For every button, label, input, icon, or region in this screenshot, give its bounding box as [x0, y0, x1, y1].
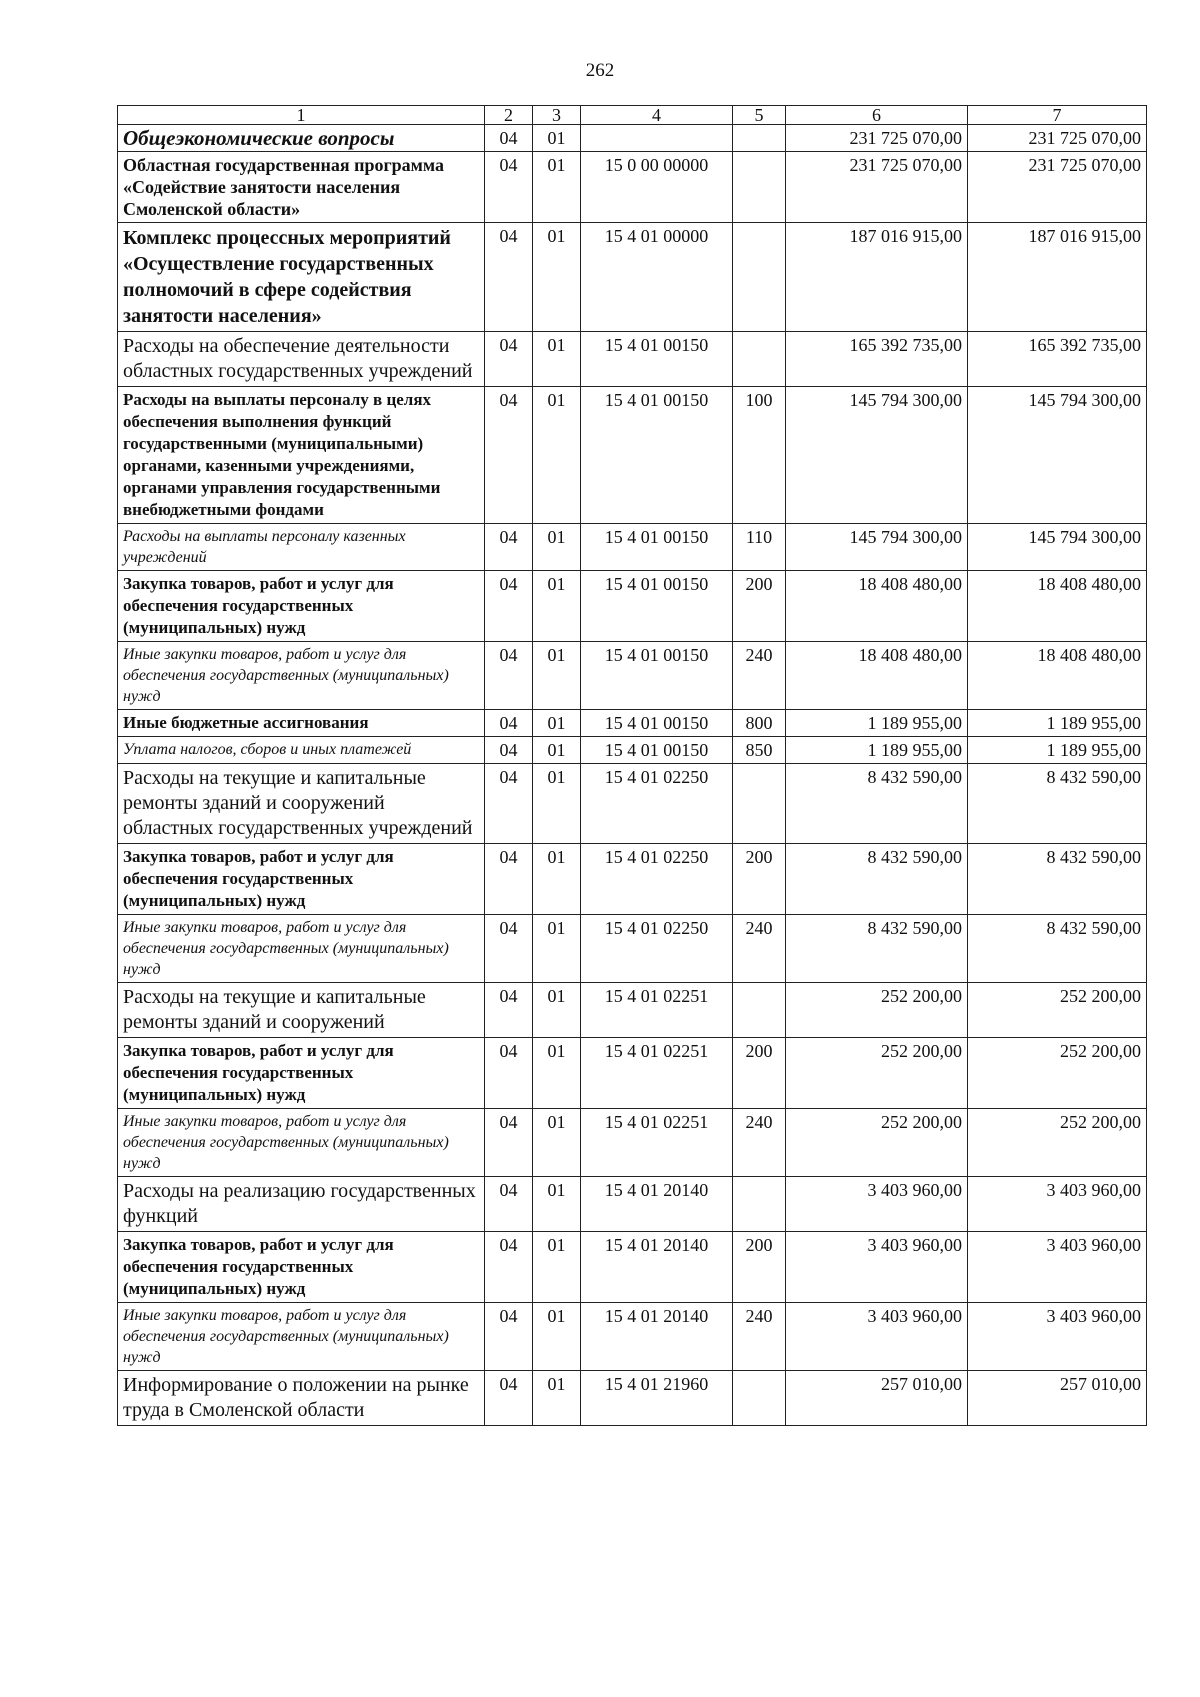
table-row [118, 737, 1147, 764]
amount-year2-cell: 252 200,00 [968, 1109, 1147, 1177]
amount-year2-cell: 3 403 960,00 [968, 1177, 1147, 1232]
target-article-cell: 15 4 01 02251 [581, 983, 733, 1038]
amount-year1-cell: 165 392 735,00 [786, 332, 968, 387]
table-row [118, 223, 1147, 332]
section-code-cell: 04 [485, 737, 533, 764]
row-name-cell: Закупка товаров, работ и услуг для обеспечения государственных (муниципальных) нужд [118, 1038, 485, 1109]
expense-type-cell [733, 332, 786, 387]
table-row [118, 915, 1147, 983]
table-row [118, 152, 1147, 223]
section-code-cell: 04 [485, 387, 533, 524]
expense-type-cell: 240 [733, 1109, 786, 1177]
row-name-cell: Областная государственная программа «Содействие занятости населения Смоленской области» [118, 152, 485, 223]
target-article-cell: 15 4 01 02250 [581, 764, 733, 844]
subsection-code-cell: 01 [533, 571, 581, 642]
target-article-cell: 15 0 00 00000 [581, 152, 733, 223]
section-code-cell: 04 [485, 1038, 533, 1109]
row-name-cell: Расходы на выплаты персоналу в целях обеспечения выполнения функций государственными (муниципальными) органами, казенными учреждениями, органами управления государственными внебюджетными фондами [118, 387, 485, 524]
amount-year1-cell: 187 016 915,00 [786, 223, 968, 332]
target-article-cell: 15 4 01 02251 [581, 1109, 733, 1177]
subsection-code-cell: 01 [533, 1177, 581, 1232]
row-name-cell: Расходы на обеспечение деятельности областных государственных учреждений [118, 332, 485, 387]
subsection-code-cell: 01 [533, 223, 581, 332]
table-row [118, 1232, 1147, 1303]
section-code-cell: 04 [485, 1303, 533, 1371]
target-article-cell: 15 4 01 02250 [581, 915, 733, 983]
row-name-cell: Иные закупки товаров, работ и услуг для обеспечения государственных (муниципальных) нужд [118, 915, 485, 983]
expense-type-cell: 800 [733, 710, 786, 737]
amount-year2-cell: 8 432 590,00 [968, 844, 1147, 915]
target-article-cell: 15 4 01 20140 [581, 1303, 733, 1371]
subsection-code-cell: 01 [533, 524, 581, 571]
amount-year1-cell: 231 725 070,00 [786, 125, 968, 152]
subsection-code-cell: 01 [533, 1109, 581, 1177]
expense-type-cell: 200 [733, 844, 786, 915]
subsection-code-cell: 01 [533, 737, 581, 764]
amount-year1-cell: 1 189 955,00 [786, 710, 968, 737]
row-name-cell: Уплата налогов, сборов и иных платежей [118, 737, 485, 764]
subsection-code-cell: 01 [533, 844, 581, 915]
amount-year2-cell: 231 725 070,00 [968, 125, 1147, 152]
amount-year2-cell: 18 408 480,00 [968, 642, 1147, 710]
target-article-cell: 15 4 01 00150 [581, 737, 733, 764]
expense-type-cell: 200 [733, 571, 786, 642]
amount-year1-cell: 145 794 300,00 [786, 524, 968, 571]
section-code-cell: 04 [485, 524, 533, 571]
page-number: 262 [585, 60, 615, 81]
section-code-cell: 04 [485, 983, 533, 1038]
target-article-cell: 15 4 01 00150 [581, 571, 733, 642]
table-row [118, 983, 1147, 1038]
section-code-cell: 04 [485, 764, 533, 844]
table-body [118, 125, 1147, 1426]
target-article-cell: 15 4 01 00150 [581, 642, 733, 710]
expense-type-cell: 200 [733, 1038, 786, 1109]
row-name-cell: Иные закупки товаров, работ и услуг для обеспечения государственных (муниципальных) нужд [118, 1303, 485, 1371]
row-name-cell: Информирование о положении на рынке труда в Смоленской области [118, 1371, 485, 1426]
expense-type-cell [733, 152, 786, 223]
section-code-cell: 04 [485, 1109, 533, 1177]
target-article-cell: 15 4 01 02251 [581, 1038, 733, 1109]
column-number-row [118, 106, 1147, 125]
row-name-cell: Расходы на текущие и капитальные ремонты зданий и сооружений [118, 983, 485, 1038]
expense-type-cell [733, 223, 786, 332]
column-header-1: 1 [118, 106, 485, 125]
section-code-cell: 04 [485, 710, 533, 737]
table-row [118, 524, 1147, 571]
expense-type-cell [733, 1177, 786, 1232]
expense-type-cell: 850 [733, 737, 786, 764]
subsection-code-cell: 01 [533, 1038, 581, 1109]
subsection-code-cell: 01 [533, 710, 581, 737]
row-name-cell: Расходы на выплаты персоналу казенных учреждений [118, 524, 485, 571]
table-row [118, 1303, 1147, 1371]
section-code-cell: 04 [485, 915, 533, 983]
expense-type-cell [733, 764, 786, 844]
amount-year1-cell: 252 200,00 [786, 1109, 968, 1177]
amount-year2-cell: 165 392 735,00 [968, 332, 1147, 387]
target-article-cell: 15 4 01 20140 [581, 1177, 733, 1232]
section-code-cell: 04 [485, 571, 533, 642]
amount-year1-cell: 252 200,00 [786, 983, 968, 1038]
subsection-code-cell: 01 [533, 764, 581, 844]
section-code-cell: 04 [485, 1232, 533, 1303]
target-article-cell: 15 4 01 20140 [581, 1232, 733, 1303]
amount-year2-cell: 187 016 915,00 [968, 223, 1147, 332]
amount-year1-cell: 8 432 590,00 [786, 915, 968, 983]
amount-year2-cell: 8 432 590,00 [968, 915, 1147, 983]
amount-year2-cell: 18 408 480,00 [968, 571, 1147, 642]
amount-year2-cell: 1 189 955,00 [968, 737, 1147, 764]
amount-year2-cell: 3 403 960,00 [968, 1232, 1147, 1303]
column-header-6: 6 [786, 106, 968, 125]
expense-type-cell [733, 983, 786, 1038]
row-name-cell: Иные закупки товаров, работ и услуг для обеспечения государственных (муниципальных) нужд [118, 642, 485, 710]
row-name-cell: Закупка товаров, работ и услуг для обеспечения государственных (муниципальных) нужд [118, 844, 485, 915]
amount-year2-cell: 145 794 300,00 [968, 524, 1147, 571]
section-code-cell: 04 [485, 332, 533, 387]
subsection-code-cell: 01 [533, 1232, 581, 1303]
section-code-cell: 04 [485, 642, 533, 710]
amount-year1-cell: 252 200,00 [786, 1038, 968, 1109]
table-header [118, 106, 1147, 125]
subsection-code-cell: 01 [533, 1303, 581, 1371]
amount-year1-cell: 145 794 300,00 [786, 387, 968, 524]
subsection-code-cell: 01 [533, 152, 581, 223]
target-article-cell: 15 4 01 02250 [581, 844, 733, 915]
subsection-code-cell: 01 [533, 1371, 581, 1426]
amount-year1-cell: 18 408 480,00 [786, 571, 968, 642]
amount-year2-cell: 231 725 070,00 [968, 152, 1147, 223]
column-header-4: 4 [581, 106, 733, 125]
table-row [118, 125, 1147, 152]
row-name-cell: Закупка товаров, работ и услуг для обеспечения государственных (муниципальных) нужд [118, 1232, 485, 1303]
target-article-cell: 15 4 01 00150 [581, 387, 733, 524]
row-name-cell: Общеэкономические вопросы [118, 125, 485, 152]
row-name-cell: Комплекс процессных мероприятий «Осуществление государственных полномочий в сфере содействия занятости населения» [118, 223, 485, 332]
row-name-cell: Иные закупки товаров, работ и услуг для обеспечения государственных (муниципальных) нужд [118, 1109, 485, 1177]
amount-year1-cell: 1 189 955,00 [786, 737, 968, 764]
target-article-cell: 15 4 01 00150 [581, 524, 733, 571]
table-row [118, 332, 1147, 387]
expense-type-cell [733, 125, 786, 152]
section-code-cell: 04 [485, 844, 533, 915]
amount-year1-cell: 3 403 960,00 [786, 1303, 968, 1371]
amount-year2-cell: 252 200,00 [968, 1038, 1147, 1109]
amount-year2-cell: 257 010,00 [968, 1371, 1147, 1426]
section-code-cell: 04 [485, 125, 533, 152]
table-row [118, 387, 1147, 524]
amount-year2-cell: 8 432 590,00 [968, 764, 1147, 844]
section-code-cell: 04 [485, 1177, 533, 1232]
table-row [118, 1109, 1147, 1177]
subsection-code-cell: 01 [533, 125, 581, 152]
table-row [118, 844, 1147, 915]
column-header-2: 2 [485, 106, 533, 125]
amount-year1-cell: 8 432 590,00 [786, 764, 968, 844]
expense-type-cell [733, 1371, 786, 1426]
target-article-cell: 15 4 01 00150 [581, 710, 733, 737]
subsection-code-cell: 01 [533, 915, 581, 983]
row-name-cell: Иные бюджетные ассигнования [118, 710, 485, 737]
amount-year2-cell: 1 189 955,00 [968, 710, 1147, 737]
table-row [118, 642, 1147, 710]
expense-type-cell: 110 [733, 524, 786, 571]
target-article-cell [581, 125, 733, 152]
target-article-cell: 15 4 01 00000 [581, 223, 733, 332]
amount-year2-cell: 145 794 300,00 [968, 387, 1147, 524]
target-article-cell: 15 4 01 00150 [581, 332, 733, 387]
section-code-cell: 04 [485, 152, 533, 223]
amount-year1-cell: 3 403 960,00 [786, 1232, 968, 1303]
row-name-cell: Закупка товаров, работ и услуг для обеспечения государственных (муниципальных) нужд [118, 571, 485, 642]
subsection-code-cell: 01 [533, 642, 581, 710]
target-article-cell: 15 4 01 21960 [581, 1371, 733, 1426]
table-row [118, 710, 1147, 737]
amount-year1-cell: 18 408 480,00 [786, 642, 968, 710]
row-name-cell: Расходы на текущие и капитальные ремонты зданий и сооружений областных государственных учреждений [118, 764, 485, 844]
section-code-cell: 04 [485, 1371, 533, 1426]
column-header-3: 3 [533, 106, 581, 125]
subsection-code-cell: 01 [533, 332, 581, 387]
expense-type-cell: 240 [733, 642, 786, 710]
amount-year2-cell: 3 403 960,00 [968, 1303, 1147, 1371]
column-header-7: 7 [968, 106, 1147, 125]
expense-type-cell: 100 [733, 387, 786, 524]
column-header-5: 5 [733, 106, 786, 125]
table-row [118, 764, 1147, 844]
expense-type-cell: 240 [733, 1303, 786, 1371]
amount-year1-cell: 257 010,00 [786, 1371, 968, 1426]
expense-type-cell: 240 [733, 915, 786, 983]
row-name-cell: Расходы на реализацию государственных функций [118, 1177, 485, 1232]
amount-year1-cell: 3 403 960,00 [786, 1177, 968, 1232]
section-code-cell: 04 [485, 223, 533, 332]
amount-year2-cell: 252 200,00 [968, 983, 1147, 1038]
amount-year1-cell: 8 432 590,00 [786, 844, 968, 915]
expense-type-cell: 200 [733, 1232, 786, 1303]
subsection-code-cell: 01 [533, 387, 581, 524]
table-row [118, 1177, 1147, 1232]
amount-year1-cell: 231 725 070,00 [786, 152, 968, 223]
table-row [118, 571, 1147, 642]
table-row [118, 1038, 1147, 1109]
table-row [118, 1371, 1147, 1426]
subsection-code-cell: 01 [533, 983, 581, 1038]
budget-table [117, 105, 1147, 1426]
